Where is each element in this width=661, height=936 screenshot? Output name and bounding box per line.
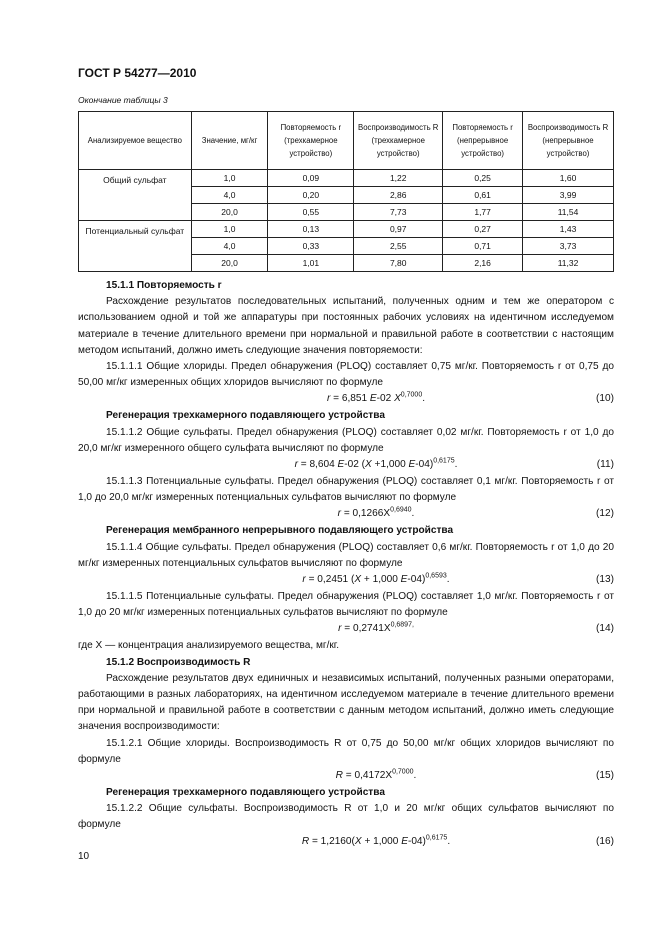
- table-cell: 0,20: [268, 187, 354, 204]
- table-cell: 11,32: [523, 255, 614, 272]
- table-cell: 0,97: [354, 221, 443, 238]
- column-header: Повторяемость r (непрерывное устройство): [443, 112, 523, 170]
- table-cell: 1,01: [268, 255, 354, 272]
- column-header: Анализируемое вещество: [79, 112, 192, 170]
- subheading: Регенерация мембранного непрерывного подавляющего устройства: [106, 525, 454, 537]
- table-cell: 7,73: [354, 204, 443, 221]
- formula-line: [78, 768, 614, 785]
- formula-number: (11): [596, 459, 614, 471]
- column-header: Воспроизводимость R (трехкамерное устройство): [354, 112, 443, 170]
- page-number: 10: [78, 851, 90, 862]
- table-cell: 2,55: [354, 238, 443, 255]
- formula-number: (16): [596, 835, 614, 847]
- formula-line: [78, 572, 614, 589]
- formula-number: (14): [596, 623, 614, 635]
- table-cell: 0,13: [268, 221, 354, 238]
- table-cell: 0,33: [268, 238, 354, 255]
- table-cell: 1,0: [191, 221, 268, 238]
- formula-number: (10): [596, 393, 614, 405]
- table-cell: 1,60: [523, 170, 614, 187]
- table-caption: Окончание таблицы 3: [78, 95, 168, 105]
- formula: r = 0,2451 (X + 1,000 E-04)$^{0,6593}$.: [302, 572, 450, 586]
- table-cell: 20,0: [191, 255, 268, 272]
- table-cell: 0,09: [268, 170, 354, 187]
- table-row: [79, 221, 614, 238]
- formula-line: [78, 391, 614, 408]
- paragraph: 15.1.1.3 Потенциальные сульфаты. Предел обнаружения (PLOQ) составляет 0,1 мг/кг. Повторяемость r от 1,0 до 20,0 мг/кг измеренных потенциальных сульфатов вычисляют по формуле: [78, 476, 614, 504]
- variable-definition: где X — концентрация анализируемого вещества, мг/кг.: [78, 640, 340, 652]
- paragraph: 15.1.1.2 Общие сульфаты. Предел обнаружения (PLOQ) составляет 0,02 мг/кг. Повторяемость r от 1,0 до 20,0 мг/кг измеренного общего сульфата вычисляют по формуле: [78, 426, 614, 454]
- table-cell: 0,55: [268, 204, 354, 221]
- table-cell: 1,43: [523, 221, 614, 238]
- table-cell: 4,0: [191, 238, 268, 255]
- subheading: Регенерация трехкамерного подавляющего устройства: [106, 410, 385, 422]
- formula-line: [78, 457, 614, 474]
- table-cell: 1,0: [191, 170, 268, 187]
- table-cell: 1,22: [354, 170, 443, 187]
- formula: $r = 0,1266X^{0,6940}$.: [337, 507, 415, 520]
- paragraph: Расхождение результатов последовательных испытаний, полученных одним и тем же оператором с использованием одной и той же аппаратуры при постоянных рабочих условиях на идентичном исследуемом материале в течение длительного времени при нормальной и правильной работе в соответствии с настоящим методом испытаний, должно иметь следующие значения повторяемости:: [78, 296, 614, 356]
- table-cell: 0,25: [443, 170, 523, 187]
- table-cell: 4,0: [191, 187, 268, 204]
- formula: r = 8,604 E-02 (X +1,000 E-04)$^{0,6175}$.: [294, 457, 458, 471]
- column-header: Значение, мг/кг: [191, 112, 268, 170]
- column-header: Воспроизводимость R (непрерывное устройство): [523, 112, 614, 170]
- table-cell: 2,16: [443, 255, 523, 272]
- paragraph: 15.1.1.1 Общие хлориды. Предел обнаружения (PLOQ) составляет 0,75 мг/кг. Повторяемость r от 0,75 до 50,00 мг/кг измеренных общих хлоридов вычисляют по формуле: [78, 361, 614, 389]
- section-heading: 15.1.2 Воспроизводимость R: [106, 656, 251, 668]
- document-header: ГОСТ Р 54277—2010: [78, 66, 197, 80]
- formula: R = 1,2160(X + 1,000 E-04)$^{0,6175}$.: [301, 834, 451, 847]
- table-cell: 3,99: [523, 187, 614, 204]
- table-cell: 0,71: [443, 238, 523, 255]
- table-cell: 0,27: [443, 221, 523, 238]
- column-header: Повторяемость r (трехкамерное устройство): [268, 112, 354, 170]
- formula-line: [78, 834, 614, 851]
- formula: $R = 0,4172X^{0,7000}$.: [335, 768, 417, 782]
- paragraph: 15.1.2.2 Общие сульфаты. Воспроизводимость R от 1,0 и 20 мг/кг общих сульфатов вычисляют по формуле: [78, 803, 614, 831]
- table-cell: 2,86: [354, 187, 443, 204]
- subheading: Регенерация трехкамерного подавляющего устройства: [106, 787, 385, 799]
- paragraph: 15.1.1.5 Потенциальные сульфаты. Предел обнаружения (PLOQ) составляет 1,0 мг/кг. Повторяемость r от 1,0 до 20 мг/кг измеренных потенциальных сульфатов вычисляют по формуле: [78, 591, 614, 619]
- analyte-name: Потенциальный сульфат: [79, 221, 192, 272]
- table-cell: 11,54: [523, 204, 614, 221]
- formula-number: (13): [596, 574, 614, 586]
- data-table: [78, 111, 614, 272]
- table-cell: 3,73: [523, 238, 614, 255]
- table-row: [79, 170, 614, 187]
- table-cell: 7,80: [354, 255, 443, 272]
- formula-number: (15): [596, 770, 614, 782]
- formula-line: [78, 506, 614, 523]
- paragraph: Расхождение результатов двух единичных и независимых испытаний, полученных разными операторами, работающими в разных лабораториях, на идентичном исследуемом материале в течение длительного времени при нормальной и правильной работе в соответствии с данным методом испытаний, должно иметь следующие значения воспроизводимости:: [78, 672, 614, 733]
- body-text: [78, 278, 614, 851]
- table-cell: 1,77: [443, 204, 523, 221]
- section-heading: 15.1.1 Повторяемость r: [106, 280, 222, 291]
- formula-number: (12): [596, 508, 614, 520]
- paragraph: 15.1.2.1 Общие хлориды. Воспроизводимость R от 0,75 до 50,00 мг/кг общих хлоридов вычисляют по формуле: [78, 737, 614, 765]
- paragraph: 15.1.1.4 Общие сульфаты. Предел обнаружения (PLOQ) составляет 0,6 мг/кг. Повторяемость r от 1,0 до 20 мг/кг измеренных потенциальных сульфатов вычисляют по формуле: [78, 541, 614, 569]
- table-cell: 0,61: [443, 187, 523, 204]
- analyte-name: Общий сульфат: [79, 170, 192, 221]
- table-header-row: [79, 112, 614, 170]
- table-cell: 20,0: [191, 204, 268, 221]
- formula: $r = 0,2741X^{0,6897,}$: [338, 622, 414, 635]
- formula-line: [78, 621, 614, 638]
- formula: r = 6,851 E-02 $X^{0,7000}$.: [326, 392, 426, 405]
